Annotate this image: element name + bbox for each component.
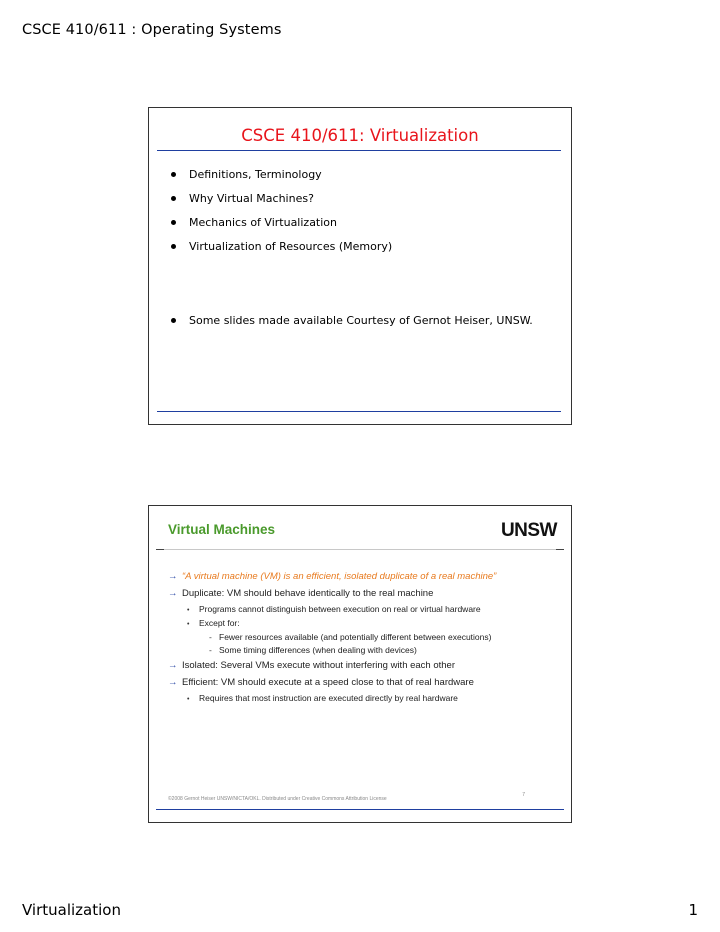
slide-1-bullet: [171, 240, 392, 253]
slide-2-subitem: [187, 604, 481, 614]
dash-icon: -: [209, 645, 212, 655]
slide-2-copyright: ©2008 Gernot Heiser UNSW/NICTA/OKL. Distributed under Creative Commons Attribution License: [168, 796, 387, 802]
slide-1-bullet: [171, 168, 322, 181]
slide-2-subitem-text: Except for:: [199, 618, 240, 628]
slide-2-item: [168, 571, 496, 582]
bullet-dot-icon: [171, 196, 176, 201]
slide-1-bullet-text: Definitions, Terminology: [189, 168, 322, 181]
bullet-dot-icon: [171, 318, 176, 323]
dash-icon: -: [209, 632, 212, 642]
slide-1-top-rule: [157, 150, 561, 151]
slide-2-subitem: [187, 618, 240, 628]
bullet-dot-icon: •: [187, 621, 190, 628]
slide-2-subsubitem-text: Fewer resources available (and potentially different between executions): [219, 632, 492, 642]
slide-1-bullet-text: Why Virtual Machines?: [189, 192, 314, 205]
slide-1: [148, 107, 572, 425]
slide-1-bullet: [171, 216, 337, 229]
slide-2: [148, 505, 572, 823]
slide-2-item-text: Duplicate: VM should behave identically to the real machine: [182, 588, 434, 599]
slide-2-item-text: Isolated: Several VMs execute without interfering with each other: [182, 660, 456, 671]
page-number: 1: [688, 901, 698, 919]
slide-1-note-text: Some slides made available Courtesy of Gernot Heiser, UNSW.: [189, 314, 533, 327]
slide-1-bullet: [171, 192, 314, 205]
slide-2-bottom-rule: [156, 809, 564, 810]
slide-2-subsubitem: [209, 645, 417, 655]
slide-2-rule-tick: [556, 549, 564, 550]
slide-1-title: CSCE 410/611: Virtualization: [241, 126, 479, 145]
slide-2-page-number: 7: [522, 792, 525, 798]
unsw-logo: UNSW: [500, 520, 557, 541]
slide-2-subsubitem: [209, 632, 491, 642]
arrow-right-icon: →: [168, 571, 178, 582]
slide-2-item-text: “A virtual machine (VM) is an efficient, isolated duplicate of a real machine”: [182, 571, 497, 582]
bullet-dot-icon: [171, 220, 176, 225]
bullet-dot-icon: [171, 244, 176, 249]
page-header: CSCE 410/611 : Operating Systems: [22, 22, 282, 38]
arrow-right-icon: →: [168, 588, 178, 599]
slide-2-title: Virtual Machines: [168, 522, 276, 537]
slide-1-bullet-text: Virtualization of Resources (Memory): [189, 240, 393, 253]
arrow-right-icon: →: [168, 660, 178, 671]
slide-2-item-text: Efficient: VM should execute at a speed close to that of real hardware: [182, 677, 474, 688]
bullet-dot-icon: •: [187, 696, 190, 703]
slide-2-subitem: [187, 693, 458, 703]
slide-1-bullet-text: Mechanics of Virtualization: [189, 216, 338, 229]
bullet-dot-icon: •: [187, 607, 190, 614]
slide-2-item: [168, 660, 455, 671]
slide-2-item: [168, 677, 474, 688]
page-footer-section: Virtualization: [22, 901, 121, 919]
slide-2-top-rule: [156, 549, 564, 550]
slide-2-subitem-text: Requires that most instruction are executed directly by real hardware: [199, 693, 458, 703]
slide-1-bottom-rule: [157, 411, 561, 412]
slide-2-rule-tick: [156, 549, 164, 550]
slide-2-subsubitem-text: Some timing differences (when dealing with devices): [219, 645, 417, 655]
bullet-dot-icon: [171, 172, 176, 177]
slide-1-note: [171, 314, 533, 327]
slide-2-item: [168, 588, 433, 599]
slide-2-subitem-text: Programs cannot distinguish between execution on real or virtual hardware: [199, 604, 481, 614]
arrow-right-icon: →: [168, 677, 178, 688]
